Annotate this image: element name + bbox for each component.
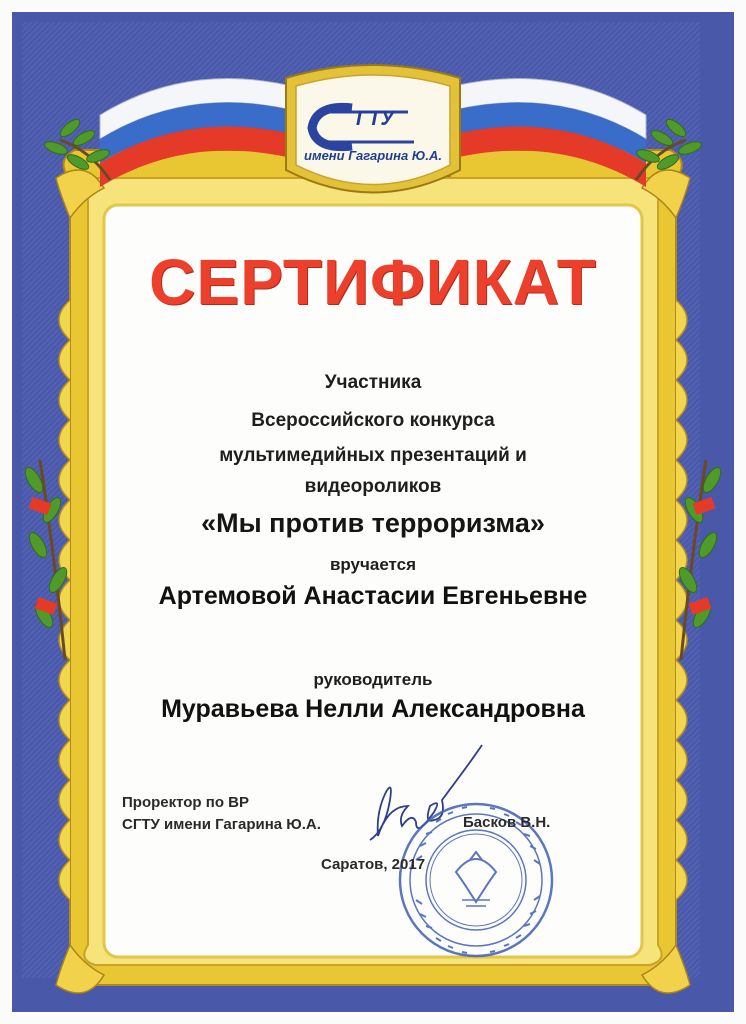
signatory-position [122,792,321,836]
description-line-4: видеороликов [304,476,442,497]
signatory-name: Басков В.Н. [463,814,551,831]
description-line-1: Участника [324,372,422,393]
description-line-3: мультимедийных презентаций и [219,445,527,466]
place-and-date: Саратов, 2017 [320,856,426,873]
supervisor-label: руководитель [313,670,433,689]
description-line-2: Всероссийского конкурса [251,410,495,431]
supervisor-name: Муравьева Нелли Александровна [161,695,585,723]
contest-name: «Мы против терроризма» [201,508,545,538]
certificate-title: СЕРТИФИКАТ [149,246,597,318]
recipient-name: Артемовой Анастасии Евгеньевне [158,582,588,610]
logo-subtitle: имени Гагарина Ю.А. [304,148,442,163]
awarded-label: вручается [329,555,417,574]
signatory-position-line-2: СГТУ имени Гагарина Ю.А. [122,816,321,833]
signatory-position-line-1: Проректор по ВР [122,794,249,811]
logo-abbreviation: ГТУ [356,108,395,130]
